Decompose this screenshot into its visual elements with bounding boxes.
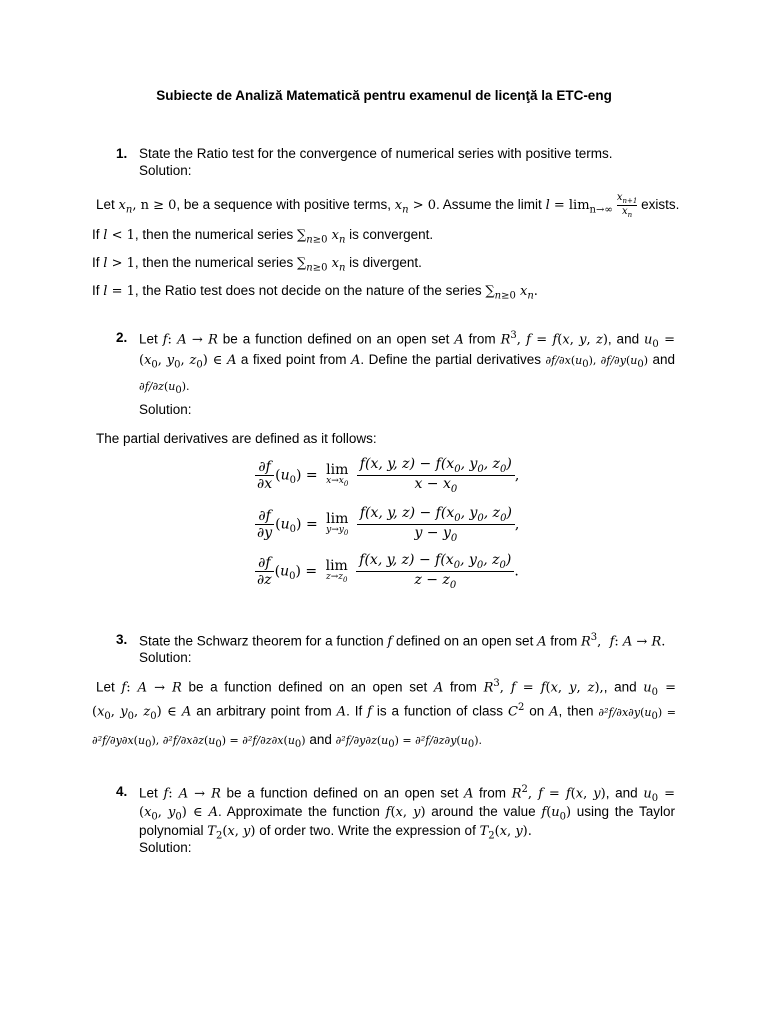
partial-x-formula: $\frac{\partial f}{\partial x}$ $(u_0)$ = lim $x\to x_0$ $\frac{f(x, y, z) - f(x_0, y_0, z_0)}{x - x_0}$ ,	[257, 456, 520, 495]
partial-z-formula: $\frac{\partial f}{\partial z}$ $(u_0)$ = lim $z\to z_0$ $\frac{f(x, y, z) - f(x_0, y_0, z_0)}{z - z_0}$ .	[257, 552, 519, 591]
q2-solution-label: Solution:	[139, 402, 192, 417]
q3-number: 3.	[116, 632, 128, 647]
q3-solution-label: Solution:	[139, 650, 192, 665]
q2-text-line1: Let f: A → R be a function defined on an open set A from $R^3$, f = f(x, y, z), and $u_0$ =	[139, 330, 675, 351]
q1-solution-line1: Let $x_n$, n ≥ 0, be a sequence with positive terms, $x_n > 0$. Assume the limit $l = \lim_{n\to\infty}$ $\frac{x_{n+1}}{x_n}$ exists.	[96, 192, 680, 219]
q4-text-line3: polynomial $T_2(x$, y) of order two. Write the expression of $T_2(x$, y).	[139, 823, 532, 842]
q1-case-greater: If l > 1, then the numerical series $\sum_{n\ge 0}$ $x_n$ is divergent.	[92, 255, 422, 274]
q1-number: 1.	[116, 146, 128, 161]
q3-solution-line3: $\partial^2f/\partial y\partial x(u_0)$, $\partial^2f/\partial x\partial z(u_0) = \partial^2f/\partial z\partial x(u_0)$ and $\partial^2f/\partial y\partial z(u_0) = \partial^2f/\partial z\partial y(u_0)$.	[92, 732, 482, 751]
q4-solution-label: Solution:	[139, 840, 192, 855]
q2-solution-intro: The partial derivatives are defined as it follows:	[96, 431, 377, 446]
partial-y-formula: $\frac{\partial f}{\partial y}$ $(u_0)$ = lim $y\to y_0$ $\frac{f(x, y, z) - f(x_0, y_0, z_0)}{y - y_0}$ ,	[257, 505, 520, 544]
q4-text-line1: Let f: A → R be a function defined on an open set A from $R^2$, f = f(x, y), and $u_0$ =	[139, 784, 676, 805]
q1-case-equal: If l = 1, the Ratio test does not decide on the nature of the series $\sum_{n\ge 0}$ $x_n$.	[92, 283, 538, 302]
q1-solution-label: Solution:	[139, 163, 192, 178]
q2-text-line2: ($x_0$, $y_0$, $z_0$) ∈ A a fixed point from A. Define the partial derivatives $\partial f/\partial x(u_0)$, $\partial f/\partial y(u_0)$ and	[139, 352, 675, 371]
q3-solution-line2: ($x_0$, $y_0$, $z_0$) ∈ A an arbitrary point from A. If f is a function of class $C^2$ on A, then $\partial^2f/\partial x\partial y(u_0)$ =	[92, 702, 677, 723]
page-title: Subiecte de Analiză Matematică pentru examenul de licenţă la ETC-eng	[156, 88, 612, 103]
q4-text-line2: ($x_0$, $y_0$) ∈ A. Approximate the function f(x, y) around the value $f(u_0)$ using the Taylor	[139, 804, 675, 823]
q2-number: 2.	[116, 330, 128, 345]
q4-number: 4.	[116, 784, 128, 799]
q3-text: State the Schwarz theorem for a function f defined on an open set A from $R^3$, f: A → R.	[139, 632, 666, 650]
q2-text-line3: $\partial f/\partial z(u_0)$.	[139, 380, 190, 397]
q1-text: State the Ratio test for the convergence of numerical series with positive terms.	[139, 146, 613, 161]
q1-case-less: If l < 1, then the numerical series $\sum_{n\ge 0}$ $x_n$ is convergent.	[92, 227, 434, 246]
q3-solution-line1: Let f: A → R be a function defined on an open set A from $R^3$, f = f(x, y, z),, and $u_0$ =	[96, 678, 676, 699]
